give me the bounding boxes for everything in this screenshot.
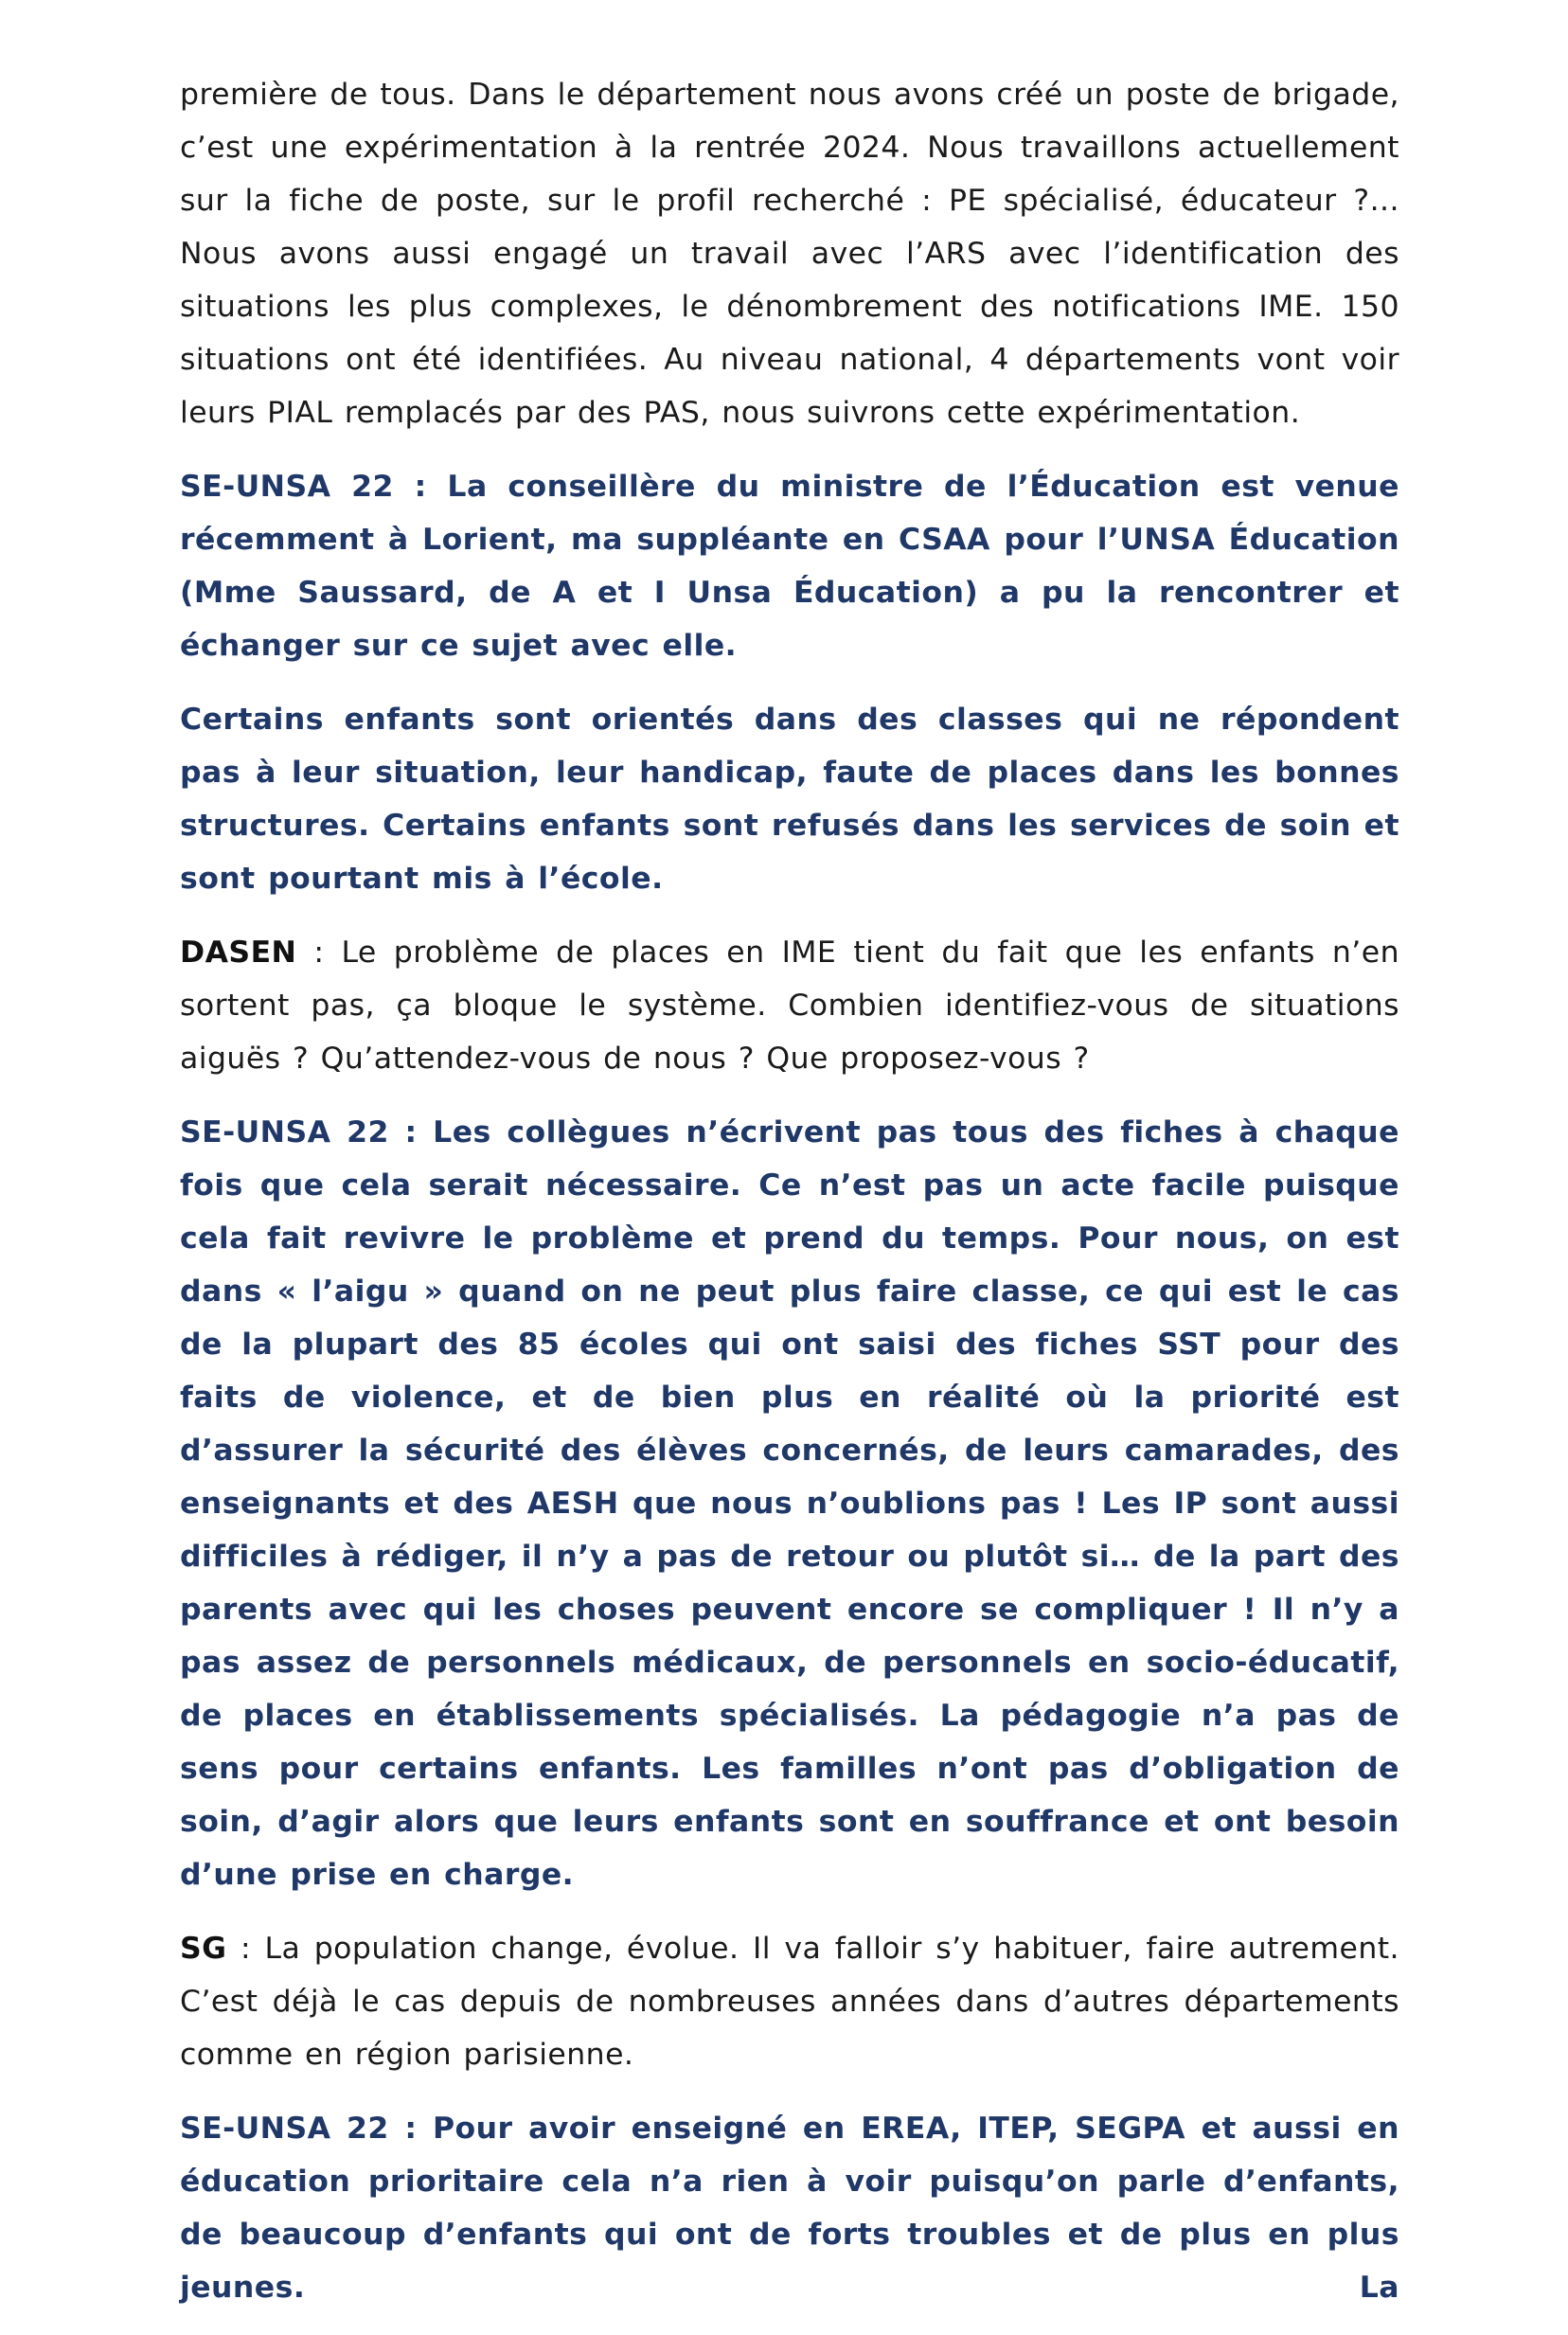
speaker-separator: : (393, 470, 448, 504)
speaker-separator: : (388, 1115, 434, 1150)
paragraph-text: Pour avoir enseigné en EREA, ITEP, SEGPA et aussi en éducation prioritaire cela n’a rien à voir puisqu’on parle d’enfants, de beaucoup d’enfants qui ont de forts troubles et de plus en plus jeunes. La (180, 2112, 1399, 2305)
paragraph-text: Les collègues n’écrivent pas tous des fiches à chaque fois que cela serait nécessaire. Ce n’est pas un acte facile puisque cela fait revivre le problème et prend du temps. Pour nous, on est dans « l’aigu » quand on ne peut plus faire classe, ce qui est le cas de la plupart des 85 écoles qui ont saisi des fiches SST pour des faits de violence, et de bien plus en réalité où la priorité est d’assurer la sécurité des élèves concernés, de leurs camarades, des enseignants et des AESH que nous n’oublions pas ! Les IP sont aussi difficiles à rédiger, il n’y a pas de retour ou plutôt si… de la part des parents avec qui les choses peuvent encore se compliquer ! Il n’y a pas assez de personnels médicaux, de personnels en socio-éducatif, de places en établissements spécialisés. La pédagogie n’a pas de sens pour certains enfants. Les familles n’ont pas d’obligation de soin, d’agir alors que leurs enfants sont en souffrance et ont besoin d’une prise en charge. (180, 1115, 1399, 1892)
speaker-label: SE-UNSA 22 (180, 1115, 389, 1150)
paragraph-text: Certains enfants sont orientés dans des classes qui ne répondent pas à leur situation, leur handicap, faute de places dans les bonnes structures. Certains enfants sont refusés dans les services de soin et sont pourtant mis à l’école. (180, 703, 1399, 896)
paragraph-dasen-ime (180, 926, 1399, 1085)
speaker-separator: : (226, 1932, 265, 1966)
paragraph-se-unsa-erea (180, 2102, 1399, 2314)
speaker-label: SE-UNSA 22 (180, 470, 394, 504)
paragraph-sg-population (180, 1922, 1399, 2081)
speaker-label: SG (180, 1932, 227, 1966)
paragraph-text: Le problème de places en IME tient du fait que les enfants n’en sortent pas, ça bloque le système. Combien identifiez-vous de situations aiguës ? Qu’attendez-vous de nous ? Que proposez-vous ? (180, 936, 1399, 1076)
paragraph-text: première de tous. Dans le département nous avons créé un poste de brigade, c’est une expérimentation à la rentrée 2024. Nous travaillons actuellement sur la fiche de poste, sur le profil recherché : PE spécialisé, éducateur ?... Nous avons aussi engagé un travail avec l’ARS avec l’identification des situations les plus complexes, le dénombrement des notifications IME. 150 situations ont été identifiées. Au niveau national, 4 départements vont voir leurs PIAL remplacés par des PAS, nous suivrons cette expérimentation. (180, 78, 1399, 430)
paragraph-text: La conseillère du ministre de l’Éducation est venue récemment à Lorient, ma suppléante en CSAA pour l’UNSA Éducation (Mme Saussard, de A et I Unsa Éducation) a pu la rencontrer et échanger sur ce sujet avec elle. (180, 470, 1399, 663)
paragraph-se-unsa-fiches (180, 1106, 1399, 1901)
speaker-label: SE-UNSA 22 (180, 2112, 389, 2146)
paragraph-se-unsa-orientation (180, 693, 1399, 905)
paragraph-dasen-continued (180, 68, 1399, 439)
document-body (180, 68, 1399, 2335)
paragraph-se-unsa-minister-advisor (180, 460, 1399, 672)
speaker-separator: : (388, 2112, 433, 2146)
speaker-separator: : (296, 936, 342, 970)
paragraph-text: La population change, évolue. Il va falloir s’y habituer, faire autrement. C’est déjà le cas depuis de nombreuses années dans d’autres départements comme en région parisienne. (180, 1932, 1399, 2072)
speaker-label: DASEN (180, 936, 297, 970)
